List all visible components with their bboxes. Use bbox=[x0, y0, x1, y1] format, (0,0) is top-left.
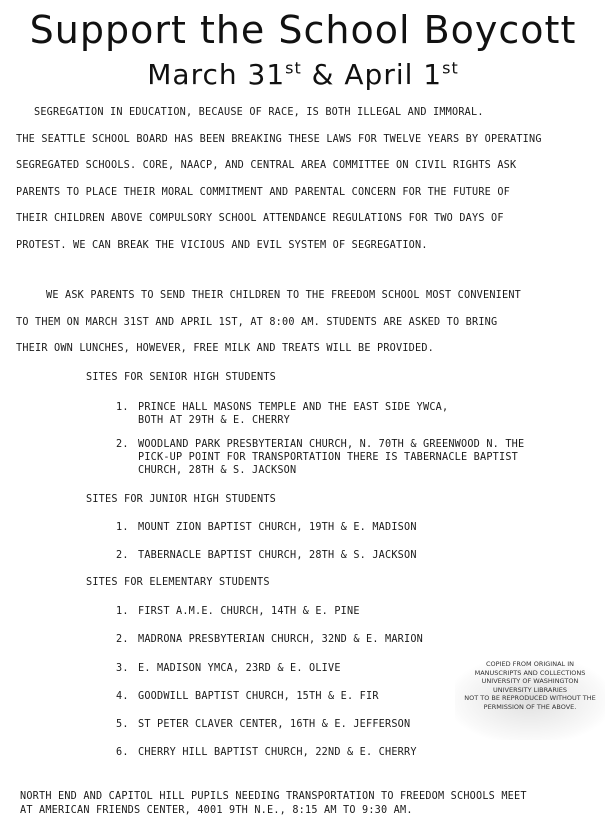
paragraph-line: SEGREGATION IN EDUCATION, BECAUSE OF RACE, IS BOTH ILLEGAL AND IMMORAL. bbox=[34, 107, 484, 118]
senior-site-1 bbox=[116, 401, 448, 427]
footer-transport-note bbox=[20, 790, 527, 818]
elementary-site-6 bbox=[116, 746, 417, 759]
paragraph-line: PARENTS TO PLACE THEIR MORAL COMMITMENT AND PARENTAL CONCERN FOR THE FUTURE OF bbox=[16, 186, 511, 198]
dates-sup-2: st bbox=[442, 58, 459, 78]
stamp-line: UNIVERSITY OF WASHINGTON bbox=[481, 677, 579, 685]
elementary-site-3 bbox=[116, 662, 341, 675]
site-number: 5. bbox=[116, 719, 129, 730]
site-number: 1. bbox=[116, 522, 129, 533]
site-number: 2. bbox=[116, 550, 129, 561]
site-number: 1. bbox=[116, 606, 129, 617]
paragraph-line: THE SEATTLE SCHOOL BOARD HAS BEEN BREAKING THESE LAWS FOR TWELVE YEARS BY OPERATING bbox=[16, 133, 542, 145]
stamp-line: UNIVERSITY LIBRARIES bbox=[492, 685, 568, 694]
paragraph-line: SEGREGATED SCHOOLS. CORE, NAACP, AND CENTRAL AREA COMMITTEE ON CIVIL RIGHTS ASK bbox=[16, 160, 517, 171]
site-text: FIRST A.M.E. CHURCH, 14TH & E. PINE bbox=[138, 606, 360, 617]
footer-line: AT AMERICAN FRIENDS CENTER, 4001 9TH N.E., 8:15 AM TO 9:30 AM. bbox=[20, 805, 413, 816]
paragraph-line: THEIR CHILDREN ABOVE COMPULSORY SCHOOL ATTENDANCE REGULATIONS FOR TWO DAYS OF bbox=[16, 213, 504, 224]
paragraph-instructions bbox=[16, 283, 596, 363]
site-number: 2. bbox=[116, 634, 129, 645]
site-text-cont: CHURCH, 28TH & S. JACKSON bbox=[138, 465, 297, 476]
site-text: WOODLAND PARK PRESBYTERIAN CHURCH, N. 70TH & GREENWOOD N. THE bbox=[138, 439, 525, 450]
paragraph-line: TO THEM ON MARCH 31ST AND APRIL 1ST, AT 8:00 AM. STUDENTS ARE ASKED TO BRING bbox=[16, 316, 498, 328]
site-number: 4. bbox=[116, 691, 129, 702]
junior-high-heading: SITES FOR JUNIOR HIGH STUDENTS bbox=[86, 494, 277, 505]
elementary-heading: SITES FOR ELEMENTARY STUDENTS bbox=[86, 577, 270, 588]
site-text-cont: BOTH AT 29TH & E. CHERRY bbox=[138, 415, 291, 426]
dates-sup-1: st bbox=[285, 58, 302, 78]
stamp-line: PERMISSION OF THE ABOVE. bbox=[483, 702, 577, 711]
site-text: MOUNT ZION BAPTIST CHURCH, 19TH & E. MADISON bbox=[138, 522, 417, 533]
paragraph-line: PROTEST. WE CAN BREAK THE VICIOUS AND EVIL SYSTEM OF SEGREGATION. bbox=[16, 239, 428, 251]
site-text: CHERRY HILL BAPTIST CHURCH, 22ND & E. CHERRY bbox=[138, 747, 417, 758]
site-text-cont: PICK-UP POINT FOR TRANSPORTATION THERE IS TABERNACLE BAPTIST bbox=[138, 452, 519, 463]
site-text: E. MADISON YMCA, 23RD & E. OLIVE bbox=[138, 663, 341, 674]
site-number: 1. bbox=[116, 402, 129, 413]
elementary-site-5 bbox=[116, 718, 410, 731]
site-number: 3. bbox=[116, 663, 129, 674]
senior-site-2 bbox=[116, 438, 524, 477]
stamp-line: MANUSCRIPTS AND COLLECTIONS bbox=[474, 668, 586, 677]
elementary-site-2 bbox=[116, 633, 423, 646]
site-number: 6. bbox=[116, 747, 129, 758]
site-text: GOODWILL BAPTIST CHURCH, 15TH & E. FIR bbox=[138, 691, 379, 702]
dates-april: & April 1 bbox=[301, 58, 443, 91]
senior-high-heading: SITES FOR SENIOR HIGH STUDENTS bbox=[86, 372, 277, 383]
site-number: 2. bbox=[116, 439, 129, 450]
handwritten-title: Support the School Boycott bbox=[29, 8, 577, 52]
paragraph-line: THEIR OWN LUNCHES, HOWEVER, FREE MILK AND TREATS WILL BE PROVIDED. bbox=[16, 343, 435, 354]
paragraph-line: WE ASK PARENTS TO SEND THEIR CHILDREN TO THE FREEDOM SCHOOL MOST CONVENIENT bbox=[46, 290, 522, 301]
handwritten-dates bbox=[0, 58, 606, 91]
junior-site-1 bbox=[116, 521, 417, 534]
site-text: PRINCE HALL MASONS TEMPLE AND THE EAST SIDE YWCA, bbox=[138, 402, 449, 413]
footer-line: NORTH END AND CAPITOL HILL PUPILS NEEDING TRANSPORTATION TO FREEDOM SCHOOLS MEET bbox=[20, 791, 527, 802]
site-text: ST PETER CLAVER CENTER, 16TH & E. JEFFERSON bbox=[138, 719, 411, 730]
paragraph-intro bbox=[16, 100, 596, 259]
site-text: MADRONA PRESBYTERIAN CHURCH, 32ND & E. MARION bbox=[138, 634, 424, 645]
elementary-site-1 bbox=[116, 605, 360, 618]
elementary-site-4 bbox=[116, 690, 379, 703]
stamp-line: COPIED FROM ORIGINAL IN bbox=[486, 660, 574, 668]
dates-march: March 31 bbox=[147, 58, 286, 91]
site-text: TABERNACLE BAPTIST CHURCH, 28TH & S. JACKSON bbox=[138, 550, 417, 561]
stamp-line: NOT TO BE REPRODUCED WITHOUT THE bbox=[464, 694, 596, 702]
junior-site-2 bbox=[116, 549, 417, 562]
archive-stamp bbox=[455, 660, 605, 740]
